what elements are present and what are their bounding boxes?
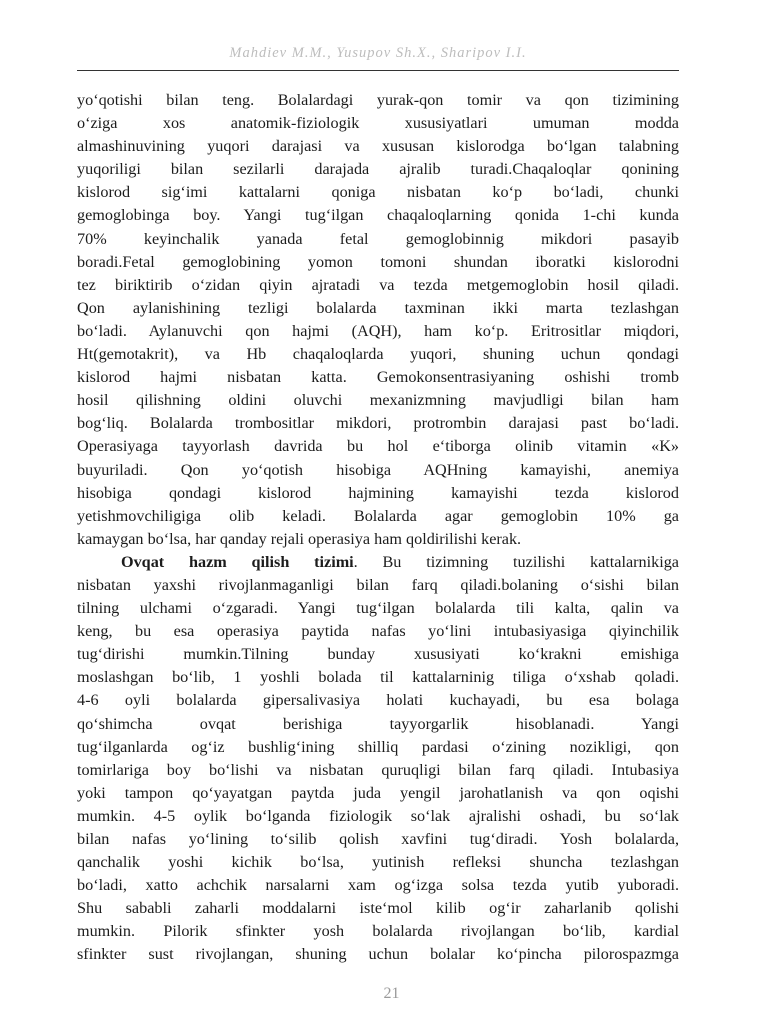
text-line: kislorod sig‘imi kattalarni qoniga nisbatan ko‘p bo‘ladi, chunki [77,183,679,202]
text-line: 4-6 oyli bolalarda gipersalivasiya holati kuchayadi, bu esa bolaga [77,691,679,710]
text-line: sfinkter sust rivojlangan, shuning uchun bolalar ko‘pincha pilorospazmga [77,945,679,964]
text-line: bo‘ladi. Aylanuvchi qon hajmi (AQH), ham ko‘p. Eritrositlar miqdori, [77,321,679,340]
header-rule [77,70,679,71]
text-line: o‘ziga xos anatomik-fiziologik xususiyatlari umuman modda [77,114,679,133]
text-line: hosil qilishning oldini oluvchi mexanizmning mavjudligi bilan ham [77,391,679,410]
text-line: hisobiga qondagi kislorod hajmining kamayishi tezda kislorod [77,483,679,502]
running-header: Mahdiev M.M., Yusupov Sh.X., Sharipov I.I. [229,45,527,61]
text-line: almashinuvining yuqori darajasi va xususan kislorodga bo‘lgan talabning [77,137,679,156]
body-text [77,89,679,967]
text-line: moslashgan bo‘lib, 1 yoshli bolada til kattalarninig tiliga o‘xshab qoladi. [77,668,679,687]
text-line: tez biriktirib o‘zidan qiyin ajratadi va tezda metgemoglobin hosil qiladi. [77,275,679,294]
text-line: Operasiyaga tayyorlash davrida bu hol e‘tiborga olinib vitamin «K» [77,437,679,456]
page-number: 21 [383,985,400,1002]
text-line: mumkin. 4-5 oylik bo‘lganda fiziologik so‘lak ajralishi oshadi, bu so‘lak [77,806,679,825]
text-line: yo‘qotishi bilan teng. Bolalardagi yurak-qon tomir va qon tizimining [77,91,679,109]
text-line: 70% keyinchalik yanada fetal gemoglobinnig mikdori pasayib [77,229,679,248]
text-line: tomirlariga boy bo‘lishi va nisbatan quruqligi bilan farq qiladi. Intubasiya [77,760,679,779]
text-line: Qon aylanishining tezligi bolalarda taxminan ikki marta tezlashgan [77,298,679,317]
text-line: kamaygan bo‘lsa, har qanday rejali operasiya ham qoldirilishi kerak. [77,529,522,548]
text-line: kislorod hajmi nisbatan katta. Gemokonsentrasiyaning oshishi tromb [77,368,679,387]
text-line: buyuriladi. Qon yo‘qotish hisobiga AQHning kamayishi, anemiya [77,460,679,479]
text-line: yoki tampon qo‘yayatgan paytda juda yengil jarohatlanish va qon oqishi [77,783,679,802]
text-line: yetishmovchiligiga olib keladi. Bolalarda agar gemoglobin 10% ga [77,506,679,525]
text-line: bilan nafas yo‘lining to‘silib qolish xavfini tug‘diradi. Yosh bolalarda, [77,830,679,848]
text-line: keng, bu esa operasiya paytida nafas yo‘lini intubasiyasiga qiyinchilik [77,622,679,641]
text-line: tilning ulchami o‘zgaradi. Yangi tug‘ilgan bolalarda tili kalta, qalin va [77,599,679,618]
text-line: yuqoriligi bilan sezilarli darajada ajralib turadi.Chaqaloqlar qonining [77,160,679,179]
text-line: qo‘shimcha ovqat berishiga tayyorgarlik hisoblanadi. Yangi [77,714,679,733]
text-line: mumkin. Pilorik sfinkter yosh bolalarda rivojlangan bo‘lib, kardial [77,922,679,941]
text-line: nisbatan yaxshi rivojlanmaganligi bilan farq qiladi.bolaning o‘sishi bilan [77,575,679,594]
text-line: Shu sababli zaharli moddalarni iste‘mol kilib og‘ir zaharlanib qolishi [77,899,679,918]
text-line: tug‘ilganlarda og‘iz bushlig‘ining shilliq pardasi o‘zining nozikligi, qon [77,737,679,756]
text-line: gemoglobinga boy. Yangi tug‘ilgan chaqaloqlarning qonida 1-chi kunda [77,206,679,225]
section-first-line [77,551,679,574]
text-line: bo‘ladi, xatto achchik narsalarni xam og‘izga solsa tezda yutib yuboradi. [77,876,679,895]
text-line: tug‘dirishi mumkin.Tilning bunday xususiyati ko‘krakni emishiga [77,645,679,664]
text-line: boradi.Fetal gemoglobining yomon tomoni shundan iboratki kislorodni [77,252,679,271]
section-heading: Ovqat hazm qilish tizimi [121,552,354,571]
section-first-line-text: . Bu tizimning tuzilishi kattalarnikiga [353,552,679,571]
text-line: qanchalik yoshi kichik bo‘lsa, yutinish refleksi shuncha tezlashgan [77,853,679,872]
text-line: bog‘liq. Bolalarda trombositlar mikdori, protrombin darajasi past bo‘ladi. [77,414,679,433]
text-line: Ht(gemotakrit), va Hb chaqaloqlarda yuqori, shuning uchun qondagi [77,345,679,364]
